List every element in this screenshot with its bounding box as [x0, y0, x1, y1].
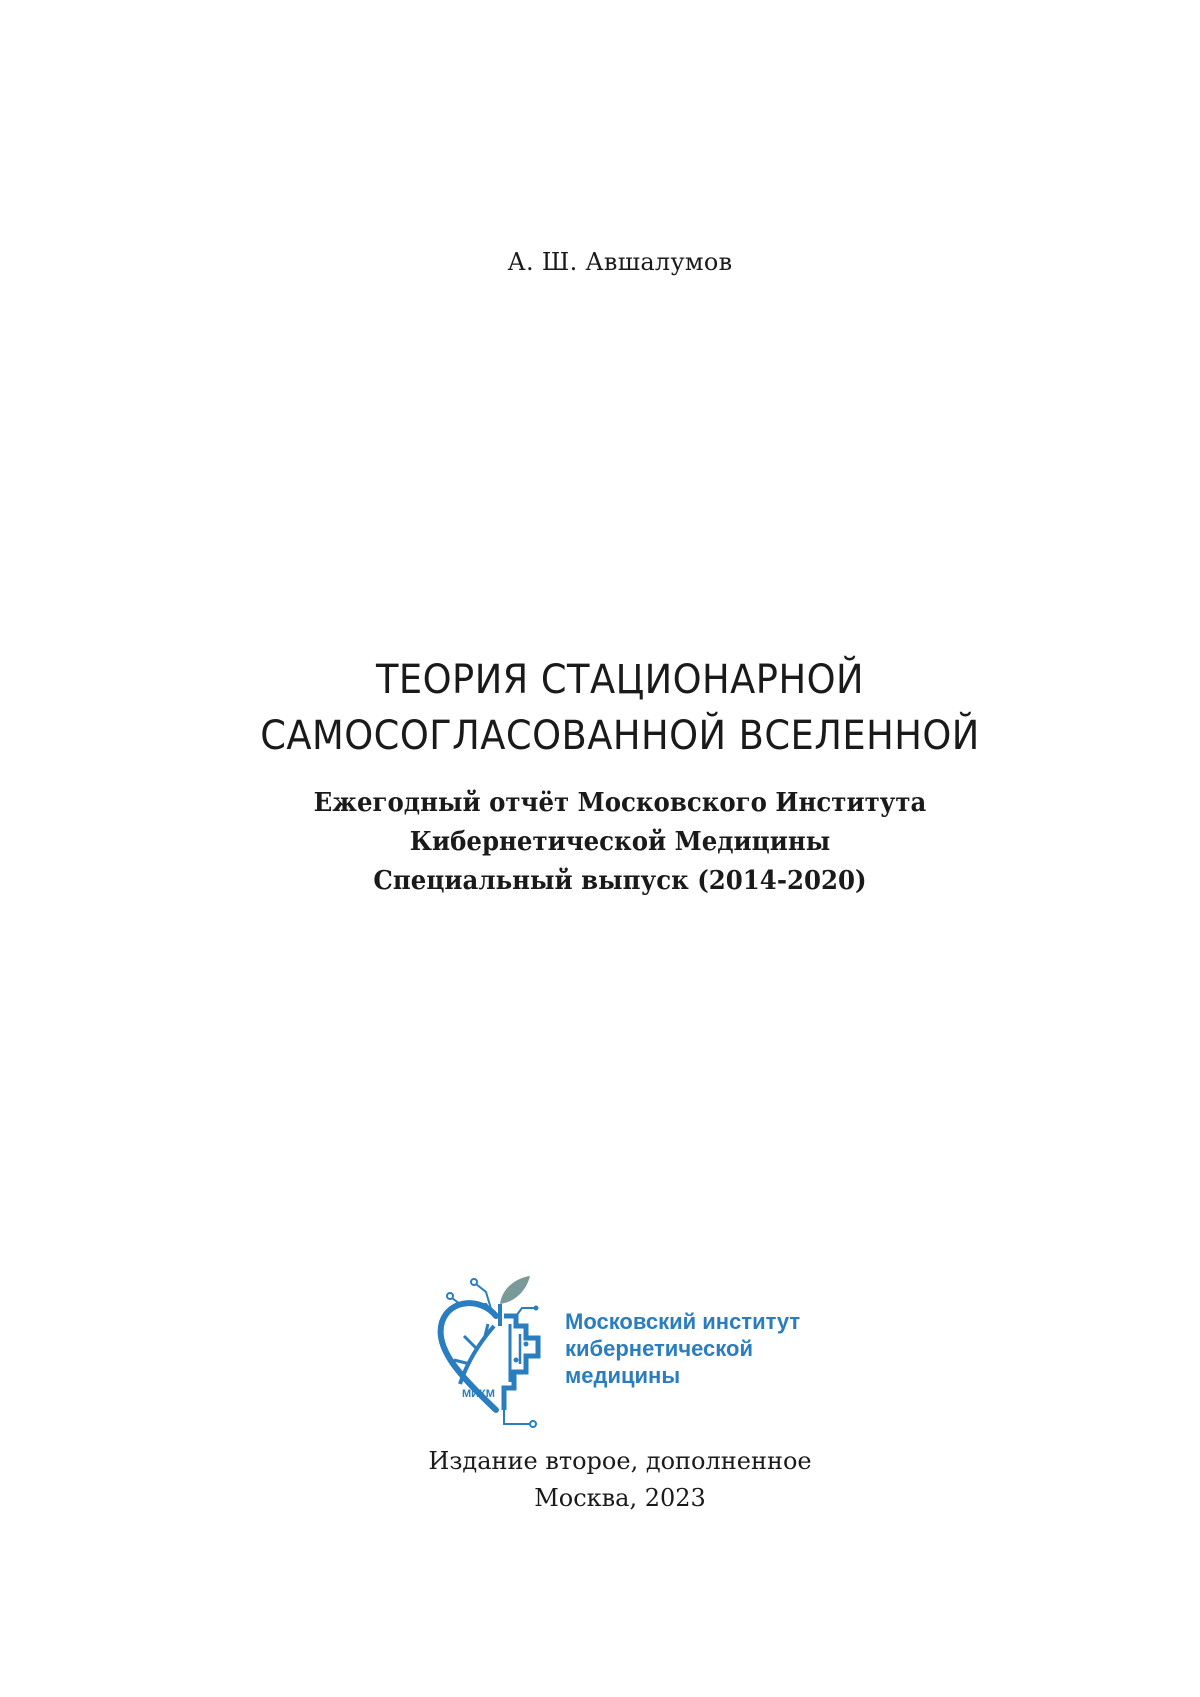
logo-line-3: медицины — [565, 1363, 681, 1388]
book-subtitle — [0, 784, 1200, 901]
institute-logo — [430, 1264, 850, 1434]
author-name: А. Ш. Авшалумов — [507, 248, 733, 276]
logo-abbreviation: МИКМ — [462, 1388, 495, 1400]
logo-line-2: кибернетической — [565, 1336, 753, 1361]
logo-line-1: Московский институт — [565, 1309, 801, 1334]
subtitle-line-1: Ежегодный отчёт Московского Института — [313, 788, 927, 818]
subtitle-line-2: Кибернетической Медицины — [409, 827, 831, 857]
logo-institute-name — [565, 1308, 800, 1389]
imprint — [0, 1443, 1200, 1517]
book-title-line-1: ТЕОРИЯ СТАЦИОНАРНОЙ — [375, 657, 865, 703]
book-title-line-2: САМОСОГЛАСОВАННОЙ ВСЕЛЕННОЙ — [260, 713, 980, 759]
heart-circuit-leaf-icon — [430, 1264, 570, 1434]
place-and-year: Москва, 2023 — [534, 1484, 706, 1512]
subtitle-line-3: Специальный выпуск (2014-2020) — [373, 866, 867, 896]
edition-note: Издание второе, дополненное — [428, 1447, 812, 1475]
book-title — [0, 652, 1200, 764]
